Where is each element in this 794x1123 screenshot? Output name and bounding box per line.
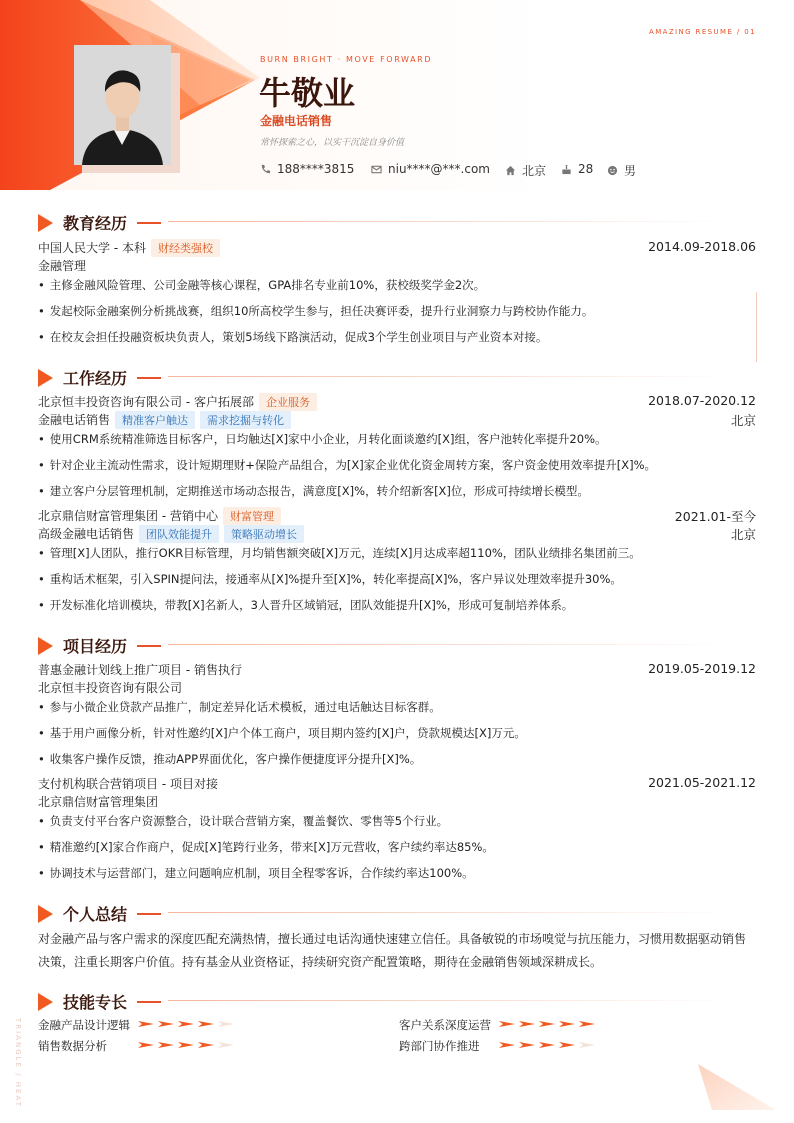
education-date: 2014.09-2018.06 [648,239,756,254]
candidate-name: 牛敬业 [259,74,356,112]
home-icon [505,165,516,176]
rating-arrow-filled [178,1021,194,1027]
triangle-icon [38,214,53,232]
list-item: • 使用CRM系统精准筛选目标客户，日均触达[X]家中小企业，月转化面谈邀约[X]组，客户池转化率提升20%。 [38,431,607,447]
work-date: 2018.07-2020.12 [648,393,756,408]
project-org: 北京恒丰投资咨询有限公司 [38,681,183,695]
rating-arrow-filled [579,1021,595,1027]
work-company [38,507,281,525]
rating-arrow-empty [218,1021,234,1027]
section-divider [168,376,728,377]
list-item: • 协调技术与运营部门，建立问题响应机制，项目全程零客诉，合作续约率达100%。 [38,865,474,881]
rating-arrow-filled [198,1021,214,1027]
education-major: 金融管理 [38,259,87,273]
email-value: niu****@***.com [388,162,490,176]
skill-tag: 策略驱动增长 [224,525,304,543]
corner-tag: AMAZING RESUME / 01 [649,28,756,36]
work-role [38,411,291,429]
company-name: 北京恒丰投资咨询有限公司 - 客户拓展部 [38,395,254,409]
rating-arrow-filled [559,1021,575,1027]
skill-name: 金融产品设计逻辑 [38,1018,130,1032]
heading-dash [137,377,161,379]
contact-gender [607,162,636,179]
role-name: 金融电话销售 [38,413,111,427]
section-divider [168,644,728,645]
summary-text: 对金融产品与客户需求的深度匹配充满热情，擅长通过电话沟通快速建立信任。具备敏锐的市场嗅觉与抗压能力，习惯用数据驱动销售决策，注重长期客户价值。持有基金从业资格证，持续研究资产配置策略，期待在金融销售领域深耕成长。 [38,932,747,969]
contact-phone [260,162,354,176]
tagline: BURN BRIGHT · MOVE FORWARD [260,55,433,64]
section-title-skills [38,990,161,1013]
age-value: 28 [578,162,594,176]
rating-arrow-filled [499,1021,515,1027]
location-value: 北京 [522,164,547,178]
section-heading: 教育经历 [63,214,128,233]
list-item: • 基于用户画像分析，针对性邀约[X]户个体工商户，项目期内签约[X]户，贷款规模达[X]万元。 [38,725,526,741]
work-city: 北京 [730,413,756,428]
school-badge: 财经类强校 [151,239,220,257]
list-item: • 发起校际金融案例分析挑战赛，组织10所高校学生参与，担任决赛评委，提升行业洞察力与跨校协作能力。 [38,303,593,319]
list-item: • 主修金融风险管理、公司金融等核心课程，GPA排名专业前10%，获校级奖学金2次。 [38,277,485,293]
triangle-icon [38,369,53,387]
rating-arrow-filled [138,1042,154,1048]
education-school [38,239,220,257]
list-item: • 参与小微企业贷款产品推广，制定差异化话术模板，通过电话触达目标客群。 [38,699,441,715]
rating-arrow-filled [519,1042,535,1048]
section-title-work [38,366,161,389]
motto: 常怀探索之心，以实干沉淀自身价值 [260,138,405,148]
list-item: • 开发标准化培训模块，带教[X]名新人，3人晋升区域销冠，团队效能提升[X]%，形成可复制培养体系。 [38,597,573,613]
project-name: 支付机构联合营销项目 - 项目对接 [38,777,218,791]
work-city: 北京 [730,527,756,542]
rating-arrow-filled [559,1042,575,1048]
section-title-summary [38,902,161,925]
rating-arrow-filled [539,1021,555,1027]
heading-dash [137,1001,161,1003]
section-heading: 个人总结 [63,905,128,924]
side-label: TRIANGLE / HEAT [14,1018,22,1108]
rating-arrow-empty [218,1042,234,1048]
triangle-icon [38,637,53,655]
rating-arrow-empty [579,1042,595,1048]
skill-tag: 精准客户触达 [115,411,195,429]
heading-dash [137,645,161,647]
triangle-icon [38,905,53,923]
section-heading: 技能专长 [63,993,128,1012]
list-item: • 管理[X]人团队，推行OKR目标管理，月均销售额突破[X]万元，连续[X]月达成率超110%，团队业绩排名集团前三。 [38,545,641,561]
project-name: 普惠金融计划线上推广项目 - 销售执行 [38,663,242,677]
skill-rating [499,1021,595,1027]
list-item: • 重构话术框架，引入SPIN提问法，接通率从[X]%提升至[X]%，转化率提高[X]%，客户异议处理效率提升30%。 [38,571,622,587]
corner-triangle [690,1060,794,1123]
list-item: • 负责支付平台客户资源整合，设计联合营销方案，覆盖餐饮、零售等5个行业。 [38,813,448,829]
gender-value: 男 [624,164,637,178]
project-org: 北京鼎信财富管理集团 [38,795,159,809]
section-title-projects [38,634,161,657]
project-date: 2019.05-2019.12 [648,661,756,676]
contact-email [371,162,490,176]
rating-arrow-filled [138,1021,154,1027]
work-date: 2021.01-至今 [674,509,756,524]
rating-arrow-filled [158,1042,174,1048]
list-item: • 建立客户分层管理机制，定期推送市场动态报告，满意度[X]%，转介绍新客[X]位，形成可持续增长模型。 [38,483,589,499]
contact-location [505,162,546,179]
phone-icon [260,164,271,175]
rating-arrow-filled [198,1042,214,1048]
skill-tag: 团队效能提升 [139,525,219,543]
role-name: 高级金融电话销售 [38,527,135,541]
phone-value: 188****3815 [277,162,355,176]
rating-arrow-filled [539,1042,555,1048]
list-item: • 针对企业主流动性需求，设计短期理财+保险产品组合，为[X]家企业优化资金周转方案，客户资金使用效率提升[X]%。 [38,457,656,473]
skill-name: 销售数据分析 [38,1039,107,1053]
skill-rating [499,1042,595,1048]
skill-tag: 需求挖掘与转化 [200,411,291,429]
work-company [38,393,317,411]
section-heading: 项目经历 [63,637,128,656]
cake-icon [561,164,572,175]
job-title: 金融电话销售 [260,114,333,128]
heading-dash [137,222,161,224]
mail-icon [371,164,382,175]
company-name: 北京鼎信财富管理集团 - 营销中心 [38,509,218,523]
list-item: • 精准邀约[X]家合作商户，促成[X]笔跨行业务，带来[X]万元营收，客户续约率达85%。 [38,839,494,855]
skill-rating [138,1021,234,1027]
profile-photo [74,45,171,165]
list-item: • 在校友会担任投融资板块负责人，策划5场线下路演活动，促成3个学生创业项目与产业资本对接。 [38,329,547,345]
heading-dash [137,913,161,915]
section-title-education [38,211,161,234]
section-divider [168,221,728,222]
rating-arrow-filled [158,1021,174,1027]
smile-icon [607,165,618,176]
contact-age [561,162,593,176]
section-heading: 工作经历 [63,369,128,388]
skill-rating [138,1042,234,1048]
side-rule [756,292,757,362]
skill-name: 客户关系深度运营 [399,1018,491,1032]
rating-arrow-filled [178,1042,194,1048]
school-name: 中国人民大学 - 本科 [38,241,146,255]
list-item: • 收集客户操作反馈，推动APP界面优化，客户操作便捷度评分提升[X]%。 [38,751,421,767]
triangle-icon [38,993,53,1011]
section-divider [168,912,728,913]
company-badge: 企业服务 [259,393,317,411]
section-divider [168,1000,728,1001]
company-badge: 财富管理 [223,507,281,525]
rating-arrow-filled [519,1021,535,1027]
rating-arrow-filled [499,1042,515,1048]
project-date: 2021.05-2021.12 [648,775,756,790]
work-role [38,525,304,543]
skill-name: 跨部门协作推进 [399,1039,480,1053]
